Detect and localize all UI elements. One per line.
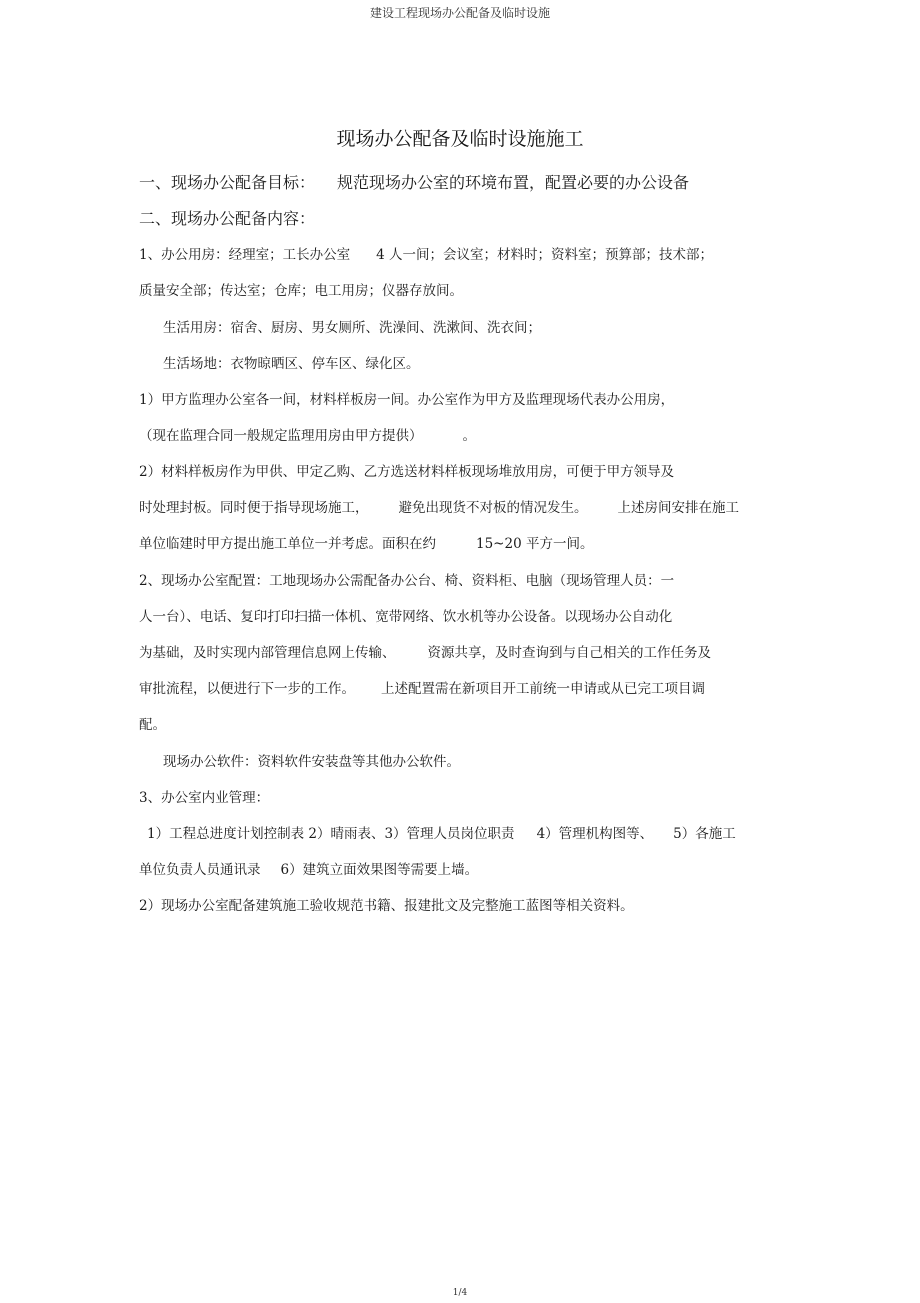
item-1-line-1-part-a: 1、办公用房：经理室；工长办公室 xyxy=(139,247,351,263)
item-3-line-2 xyxy=(147,822,736,842)
item-2-line-4-part-b: 上述配置需在新项目开工前统一申请或从已完工项目调 xyxy=(381,681,705,697)
item-2-line-1: 2、现场办公室配置：工地现场办公需配备办公台、椅、资料柜、电脑（现场管理人员：一 xyxy=(139,573,675,589)
paragraph-2-line-1: 2）材料样板房作为甲供、甲定乙购、乙方选送材料样板现场堆放用房，可便于甲方领导及 xyxy=(139,464,675,480)
document-title: 现场办公配备及临时设施施工 xyxy=(336,128,584,150)
item-2-line-3 xyxy=(139,641,711,661)
section-1-heading xyxy=(139,170,689,193)
item-3-line-3-part-a: 单位负责人员通讯录 xyxy=(139,862,261,878)
page-header: 建设工程现场办公配备及临时设施 xyxy=(369,6,550,20)
item-1-line-2: 质量安全部；传达室；仓库；电工用房；仪器存放间。 xyxy=(139,283,463,299)
item-1-line-1-part-b: 4 人一间；会议室；材料时；资料室；预算部；技术部； xyxy=(376,247,713,263)
item-2-line-2: 人一台）、电话、复印打印扫描一体机、宽带网络、饮水机等办公设备。以现场办公自动化 xyxy=(139,609,673,625)
paragraph-2-line-2-part-b: 避免出现货不对板的情况发生。 xyxy=(398,500,588,516)
item-2-line-3-part-a: 为基础，及时实现内部管理信息网上传输、 xyxy=(139,645,396,661)
paragraph-1-line-1: 1）甲方监理办公室各一间，材料样板房一间。办公室作为甲方及监理现场代表办公用房， xyxy=(139,392,675,408)
item-1-line-4: 生活场地：衣物晾晒区、停车区、绿化区。 xyxy=(163,356,420,372)
section-1-text: 规范现场办公室的环境布置，配置必要的办公设备 xyxy=(337,173,690,192)
item-2-line-6: 现场办公软件：资料软件安装盘等其他办公软件。 xyxy=(163,754,460,770)
item-3-line-3 xyxy=(139,858,478,878)
paragraph-2-line-2-part-c: 上述房间安排在施工 xyxy=(617,500,739,516)
paragraph-2-line-2-part-a: 时处理封板。同时便于指导现场施工， xyxy=(139,500,369,516)
item-3-line-3-part-b: 6）建筑立面效果图等需要上墙。 xyxy=(280,862,479,878)
paragraph-2-line-3-part-b: 15~20 平方一间。 xyxy=(476,536,594,552)
item-3-line-2-part-c: 5）各施工 xyxy=(673,826,736,842)
item-2-line-4-part-a: 审批流程，以便进行下一步的工作。 xyxy=(139,681,355,697)
paragraph-1-line-2 xyxy=(139,424,476,444)
item-2-line-3-part-b: 资源共享，及时查询到与自己相关的工作任务及 xyxy=(427,645,711,661)
item-2-line-4 xyxy=(139,677,705,697)
item-3-line-1: 3、办公室内业管理： xyxy=(139,790,270,806)
item-3-line-4: 2）现场办公室配备建筑施工验收规范书籍、报建批文及完整施工蓝图等相关资料。 xyxy=(139,898,634,914)
paragraph-1-line-2-part-a: （现在监理合同一般规定监理用房由甲方提供） xyxy=(139,428,423,444)
item-3-line-2-part-a: 1）工程总进度计划控制表 2）晴雨表、3）管理人员岗位职责 xyxy=(147,826,515,842)
section-1-label: 一、现场办公配备目标： xyxy=(139,173,316,192)
page-number: 1/4 xyxy=(452,1288,468,1298)
paragraph-2-line-3-part-a: 单位临建时甲方提出施工单位一并考虑。面积在约 xyxy=(139,536,436,552)
item-3-line-2-part-b: 4）管理机构图等、 xyxy=(536,826,654,842)
paragraph-2-line-3 xyxy=(139,532,593,552)
item-1-line-3: 生活用房：宿舍、厨房、男女厕所、洗澡间、洗漱间、洗衣间； xyxy=(163,320,541,336)
item-2-line-5: 配。 xyxy=(139,717,166,733)
paragraph-1-line-2-part-b: 。 xyxy=(462,428,476,444)
item-1-line-1 xyxy=(139,243,713,263)
paragraph-2-line-2 xyxy=(139,496,739,516)
section-2-heading: 二、现场办公配备内容： xyxy=(139,209,316,228)
